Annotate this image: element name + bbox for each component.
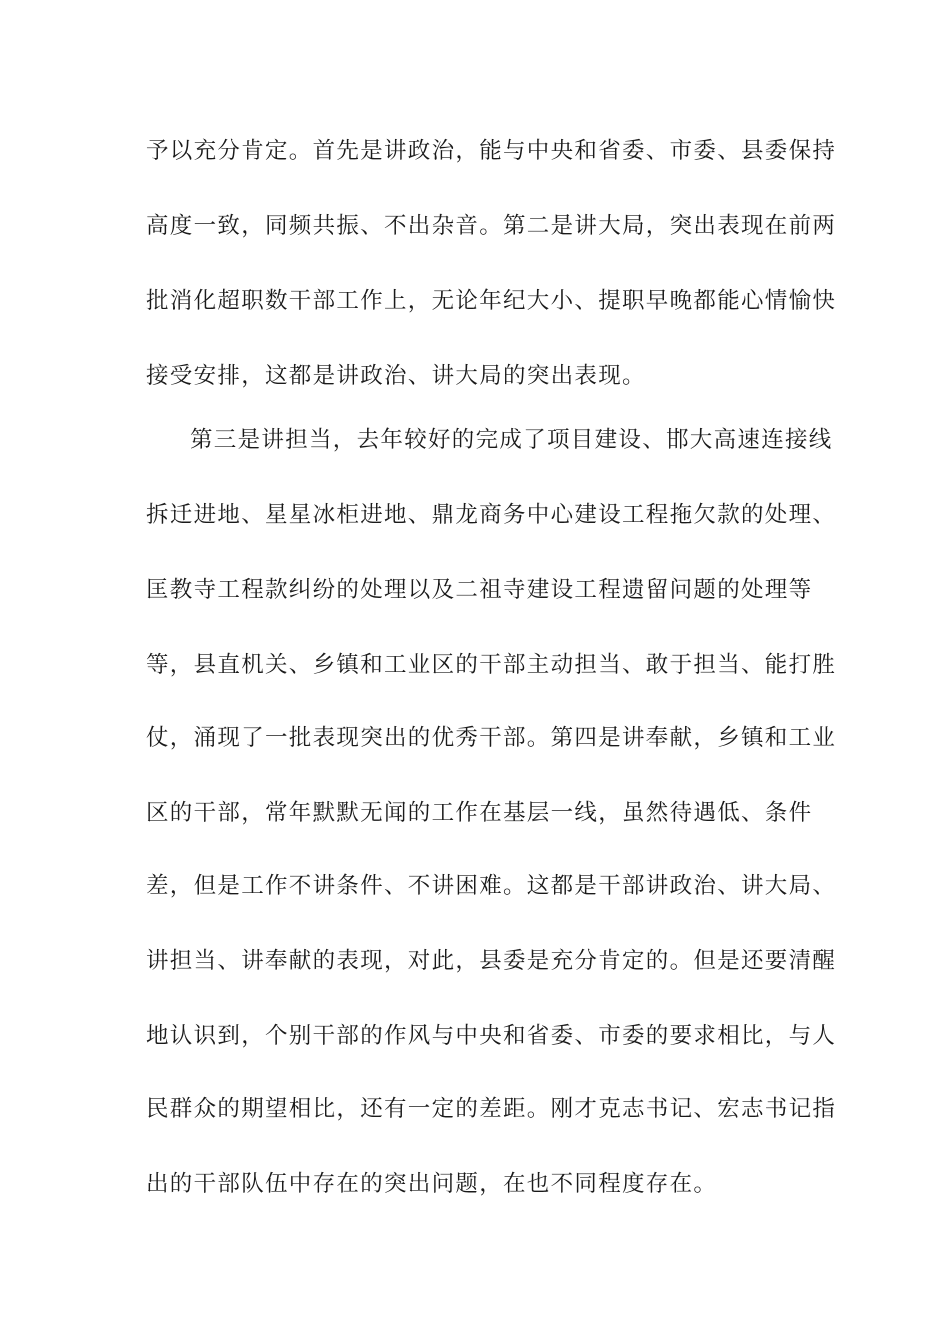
text-line: 仗，涌现了一批表现突出的优秀干部。第四是讲奉献，乡镇和工业 xyxy=(146,725,837,751)
text-line: 地认识到，个别干部的作风与中央和省委、市委的要求相比，与人 xyxy=(146,1023,837,1049)
text-line: 匡教寺工程款纠纷的处理以及二祖寺建设工程遗留问题的处理等 xyxy=(146,577,813,603)
text-line: 高度一致，同频共振、不出杂音。第二是讲大局，突出表现在前两 xyxy=(146,213,837,239)
text-line: 出的干部队伍中存在的突出问题，在也不同程度存在。 xyxy=(146,1171,718,1197)
text-line: 差，但是工作不讲条件、不讲困难。这都是干部讲政治、讲大局、 xyxy=(146,873,837,899)
text-line: 民群众的期望相比，还有一定的差距。刚才克志书记、宏志书记指 xyxy=(146,1096,837,1122)
text-line: 讲担当、讲奉献的表现，对此，县委是充分肯定的。但是还要清醒 xyxy=(146,948,837,974)
text-line: 区的干部，常年默默无闻的工作在基层一线，虽然待遇低、条件 xyxy=(146,800,813,826)
text-line: 批消化超职数干部工作上，无论年纪大小、提职早晚都能心情愉快 xyxy=(146,288,837,314)
text-line: 等，县直机关、乡镇和工业区的干部主动担当、敢于担当、能打胜 xyxy=(146,652,837,678)
paragraph-first-line: 第三是讲担当，去年较好的完成了项目建设、邯大高速连接线 xyxy=(190,427,833,453)
text-line: 拆迁进地、星星冰柜进地、鼎龙商务中心建设工程拖欠款的处理、 xyxy=(146,502,837,528)
text-line: 予以充分肯定。首先是讲政治，能与中央和省委、市委、县委保持 xyxy=(146,138,837,164)
text-line: 接受安排，这都是讲政治、讲大局的突出表现。 xyxy=(146,363,646,389)
